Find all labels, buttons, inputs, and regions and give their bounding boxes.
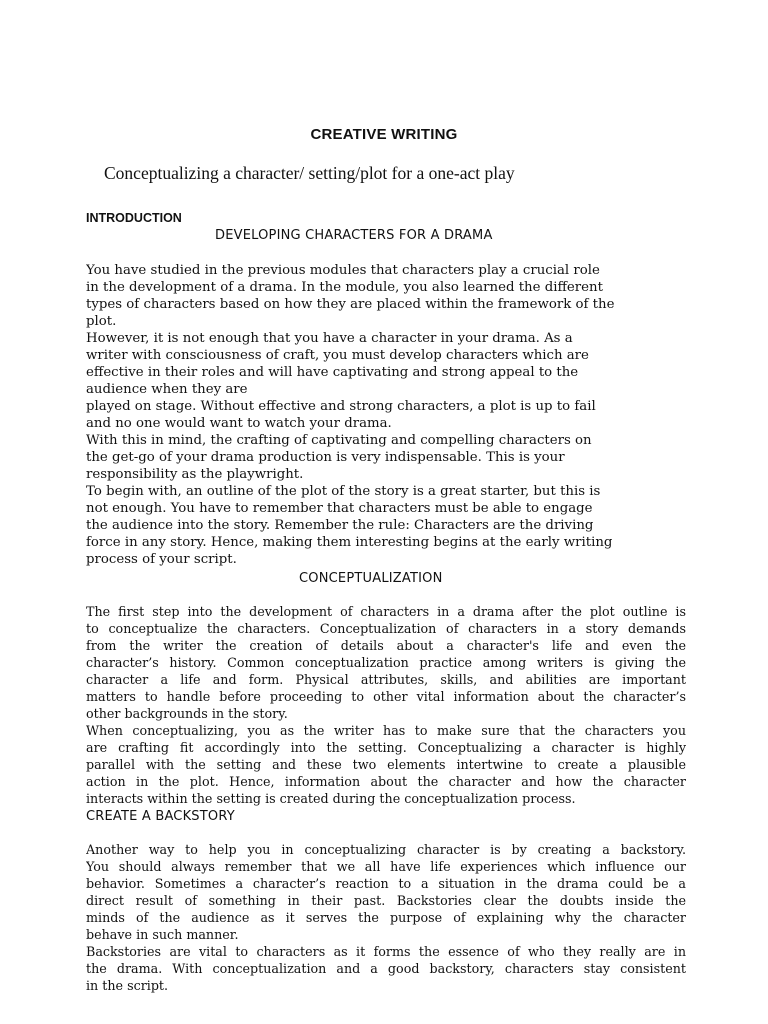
text-line: effective in their roles and will have captivating and strong appeal to the xyxy=(86,365,579,380)
text-line: When conceptualizing, you as the writer has to make sure that the characters you xyxy=(86,723,686,738)
text-line: Another way to help you in conceptualizing character is by creating a backstory. xyxy=(86,842,686,857)
conceptualization-body xyxy=(86,603,686,807)
text-line: from the writer the creation of details about a character's life and even the xyxy=(86,638,686,653)
text-line: the drama. With conceptualization and a good backstory, characters stay consistent xyxy=(86,961,686,976)
text-line: To begin with, an outline of the plot of the story is a great starter, but this is xyxy=(86,484,601,499)
introduction-label: INTRODUCTION xyxy=(86,211,182,225)
text-line: You should always remember that we all have life experiences which influence our xyxy=(86,859,686,874)
document-title: CREATIVE WRITING xyxy=(310,126,458,143)
text-line: interacts within the setting is created during the conceptualization process. xyxy=(86,791,576,806)
text-line: are crafting fit accordingly into the setting. Conceptualizing a character is highly xyxy=(86,740,686,755)
text-line: behavior. Sometimes a character’s reaction to a situation in the drama could be a xyxy=(86,876,686,891)
text-line: Backstories are vital to characters as it forms the essence of who they really are in xyxy=(86,944,686,959)
text-line: audience when they are xyxy=(86,382,248,397)
text-line: With this in mind, the crafting of captivating and compelling characters on xyxy=(86,433,592,448)
section-heading-developing-characters: DEVELOPING CHARACTERS FOR A DRAMA xyxy=(215,228,493,243)
text-line: action in the plot. Hence, information about the character and how the character xyxy=(86,774,686,789)
developing-characters-body xyxy=(86,262,686,568)
text-line: minds of the audience as it serves the purpose of explaining why the character xyxy=(86,910,686,925)
text-line: character a life and form. Physical attributes, skills, and abilities are important xyxy=(86,672,686,687)
text-line: character’s history. Common conceptualization practice among writers is giving the xyxy=(86,655,686,670)
text-line: parallel with the setting and these two elements intertwine to create a plausible xyxy=(86,757,686,772)
text-line: behave in such manner. xyxy=(86,927,239,942)
text-line: However, it is not enough that you have a character in your drama. As a xyxy=(86,331,573,346)
text-line: writer with consciousness of craft, you must develop characters which are xyxy=(86,348,589,363)
text-line: to conceptualize the characters. Conceptualization of characters in a story demands xyxy=(86,621,686,636)
text-line: plot. xyxy=(86,314,117,329)
text-line: the audience into the story. Remember the rule: Characters are the driving xyxy=(86,518,594,533)
text-line: played on stage. Without effective and strong characters, a plot is up to fail xyxy=(86,399,596,414)
text-line: the get-go of your drama production is very indispensable. This is your xyxy=(86,450,565,465)
text-line: process of your script. xyxy=(86,552,237,567)
text-line: You have studied in the previous modules that characters play a crucial role xyxy=(86,263,600,278)
text-line: in the development of a drama. In the module, you also learned the different xyxy=(86,280,603,295)
text-line: not enough. You have to remember that characters must be able to engage xyxy=(86,501,593,516)
text-line: responsibility as the playwright. xyxy=(86,467,304,482)
text-line: matters to handle before proceeding to other vital information about the character’s xyxy=(86,689,686,704)
section-heading-conceptualization: CONCEPTUALIZATION xyxy=(299,571,443,586)
section-heading-create-backstory: CREATE A BACKSTORY xyxy=(86,809,235,824)
text-line: other backgrounds in the story. xyxy=(86,706,288,721)
text-line: and no one would want to watch your drama. xyxy=(86,416,392,431)
text-line: direct result of something in their past. Backstories clear the doubts inside the xyxy=(86,893,686,908)
document-subtitle: Conceptualizing a character/ setting/plot for a one-act play xyxy=(104,163,515,183)
text-line: types of characters based on how they are placed within the framework of the xyxy=(86,297,615,312)
backstory-body xyxy=(86,841,686,994)
text-line: in the script. xyxy=(86,978,169,993)
text-line: The first step into the development of characters in a drama after the plot outline is xyxy=(86,604,686,619)
text-line: force in any story. Hence, making them interesting begins at the early writing xyxy=(86,535,613,550)
